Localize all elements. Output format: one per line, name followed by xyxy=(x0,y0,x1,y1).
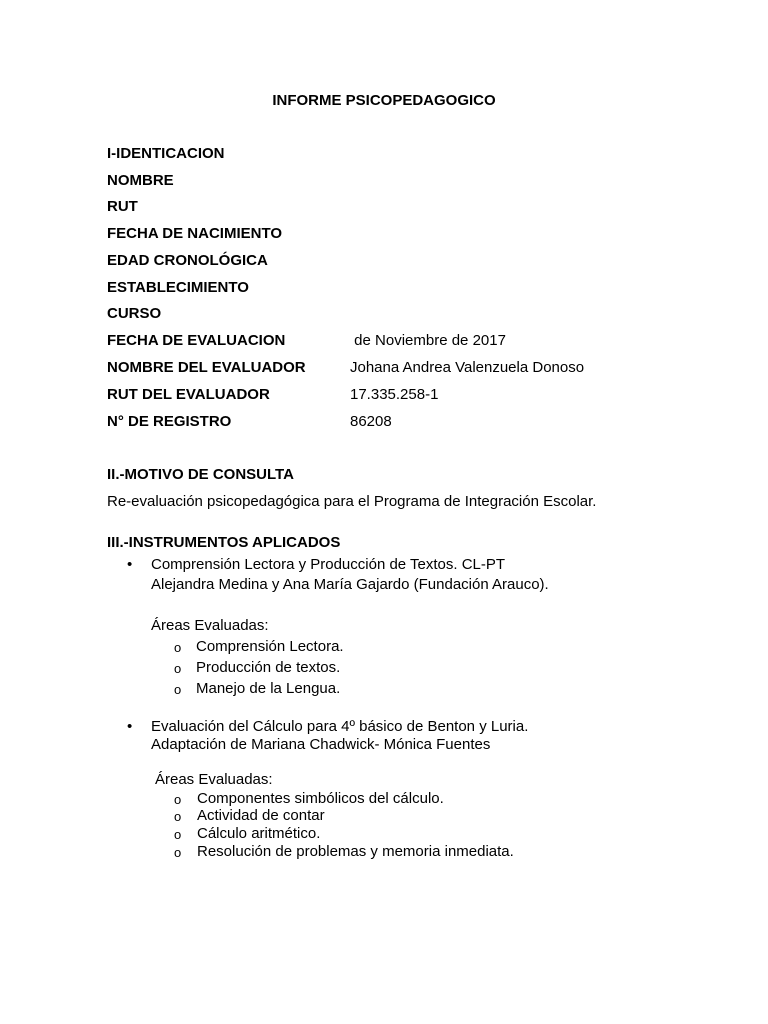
field-value-nombre-evaluador: Johana Andrea Valenzuela Donoso xyxy=(350,359,585,376)
field-label-edad-cronologica: EDAD CRONOLÓGICA xyxy=(107,252,268,269)
circle-bullet-icon: o xyxy=(174,640,182,655)
field-label-rut: RUT xyxy=(107,198,138,215)
field-label-fecha-nacimiento: FECHA DE NACIMIENTO xyxy=(107,225,283,242)
instrument-2-areas-label: Áreas Evaluadas: xyxy=(155,771,273,788)
field-label-numero-registro: N° DE REGISTRO xyxy=(107,413,232,430)
document-title: INFORME PSICOPEDAGOGICO xyxy=(272,92,496,109)
field-label-nombre-evaluador: NOMBRE DEL EVALUADOR xyxy=(107,359,306,376)
section-motivo-text: Re-evaluación psicopedagógica para el Programa de Integración Escolar. xyxy=(107,493,597,510)
instrument-2-area-4: Resolución de problemas y memoria inmediata. xyxy=(197,843,514,860)
circle-bullet-icon: o xyxy=(174,661,182,676)
instrument-1-area-3: Manejo de la Lengua. xyxy=(196,680,341,697)
instrument-1-area-2: Producción de textos. xyxy=(196,659,341,676)
field-value-numero-registro: 86208 xyxy=(350,413,392,430)
field-value-fecha-evaluacion: de Noviembre de 2017 xyxy=(350,332,506,349)
section-motivo-heading: II.-MOTIVO DE CONSULTA xyxy=(107,466,294,483)
circle-bullet-icon: o xyxy=(174,792,182,807)
instrument-2-area-3: Cálculo aritmético. xyxy=(197,825,321,842)
section-instrumentos-heading: III.-INSTRUMENTOS APLICADOS xyxy=(107,534,341,551)
field-value-rut-evaluador: 17.335.258-1 xyxy=(350,386,439,403)
instrument-2-line2: Adaptación de Mariana Chadwick- Mónica Fuentes xyxy=(151,736,491,753)
instrument-1-line1: Comprensión Lectora y Producción de Textos. CL-PT xyxy=(151,556,506,573)
instrument-2-line1: Evaluación del Cálculo para 4º básico de Benton y Luria. xyxy=(151,718,529,735)
circle-bullet-icon: o xyxy=(174,845,182,860)
section-identificacion-heading: I-IDENTICACION xyxy=(107,145,225,162)
instrument-1-line2: Alejandra Medina y Ana María Gajardo (Fundación Arauco). xyxy=(151,576,549,593)
circle-bullet-icon: o xyxy=(174,682,182,697)
bullet-icon: • xyxy=(127,718,133,735)
instrument-1-areas-label: Áreas Evaluadas: xyxy=(151,617,269,634)
circle-bullet-icon: o xyxy=(174,827,182,842)
instrument-1-area-1: Comprensión Lectora. xyxy=(196,638,344,655)
circle-bullet-icon: o xyxy=(174,809,182,824)
field-label-curso: CURSO xyxy=(107,305,162,322)
field-label-establecimiento: ESTABLECIMIENTO xyxy=(107,279,249,296)
instrument-2-area-1: Componentes simbólicos del cálculo. xyxy=(197,790,444,807)
field-label-nombre: NOMBRE xyxy=(107,172,174,189)
instrument-2-area-2: Actividad de contar xyxy=(197,807,325,824)
field-label-rut-evaluador: RUT DEL EVALUADOR xyxy=(107,386,270,403)
field-label-fecha-evaluacion: FECHA DE EVALUACION xyxy=(107,332,286,349)
bullet-icon: • xyxy=(127,556,133,573)
